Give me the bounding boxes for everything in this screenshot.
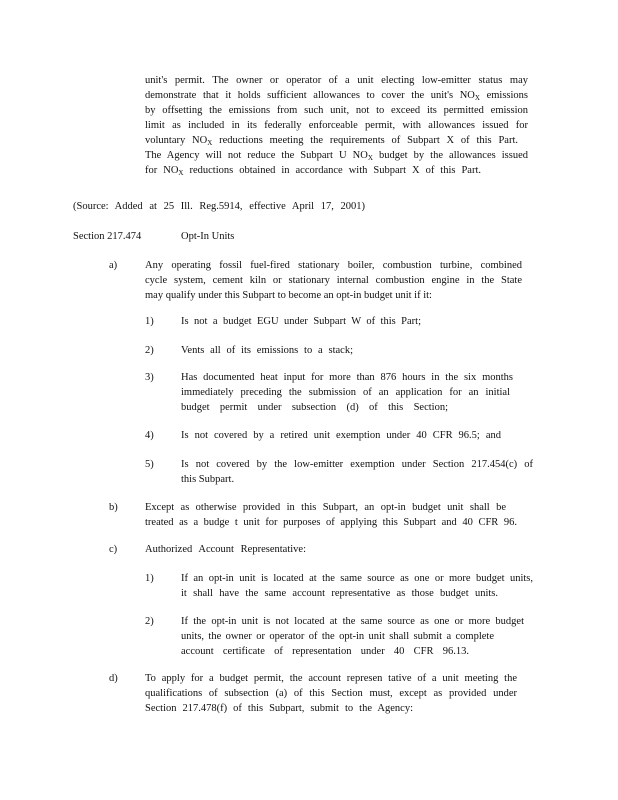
subsection-d-text: To apply for a budget permit, the account represen tative of a unit meeting the qualifications of subsection (a) of this Section must, except as provided under Section 217.478(f) of this Subpart, submit to the Agency: (145, 673, 517, 714)
item-a5-text: Is not covered by the low-emitter exemption under Section 217.454(c) of this Subpart. (181, 459, 533, 485)
item-c2-label: 2) (145, 616, 154, 627)
subsection-b-label: b) (109, 502, 118, 513)
subsection-c-label: c) (109, 544, 118, 555)
item-a3-text: Has documented heat input for more than 876 hours in the six months immediately preceding the submission of an application for an initial budget permit under subsection (d) of this Section; (181, 372, 513, 413)
subsection-c-text: Authorized Account Representative: (145, 544, 306, 555)
item-c2-text: If the opt-in unit is not located at the same source as one or more budget units, the owner or operator of the opt-in unit shall submit a complete account certificate of representation under 40 CFR 96.13. (181, 616, 524, 657)
intro-line-4: limit as included in its federally enforceable permit, with allowances issued for (145, 120, 528, 131)
item-a2-text: Vents all of its emissions to a stack; (181, 345, 353, 356)
subsection-b-text: Except as otherwise provided in this Subpart, an opt-in budget unit shall be treated as a budge t unit for purposes of applying this Subpart and 40 CFR 96. (145, 502, 517, 528)
subsection-d-label: d) (109, 673, 118, 684)
intro-line-2: demonstrate that it holds sufficient allowances to cover the unit's $NO_X$ emissions (145, 90, 529, 102)
intro-line-1: unit's permit. The owner or operator of a unit electing low-emitter status may (145, 75, 528, 86)
section-number: Section 217.474 (73, 231, 142, 242)
item-a3-label: 3) (145, 372, 154, 383)
item-a4-label: 4) (145, 430, 154, 441)
item-a2-label: 2) (145, 345, 154, 356)
source-note: (Source: Added at 25 Ill. Reg.5914, effective April 17, 2001) (73, 201, 365, 212)
intro-line-7: for $NO_X$ reductions obtained in accordance with Subpart X of this Part. (145, 165, 482, 177)
item-a4-text: Is not covered by a retired unit exemption under 40 CFR 96.5; and (181, 430, 501, 441)
subsection-a-label: a) (109, 260, 118, 271)
intro-line-5: voluntary $NO_X$ reductions meeting the requirements of Subpart X of this Part. (145, 135, 518, 147)
item-a1-text: Is not a budget EGU under Subpart W of this Part; (181, 316, 421, 327)
intro-line-6: The Agency will not reduce the Subpart U $NO_X$ budget by the allowances issued (145, 150, 528, 162)
item-a1-label: 1) (145, 316, 154, 327)
item-c1-label: 1) (145, 573, 154, 584)
item-a5-label: 5) (145, 459, 154, 470)
intro-line-3: by offsetting the emissions from such unit, not to exceed its permitted emission (145, 105, 528, 116)
intro-paragraph (145, 73, 528, 178)
section-title: Opt-In Units (181, 231, 235, 242)
item-c1-text: If an opt-in unit is located at the same source as one or more budget units, it shall have the same account representative as those budget units. (181, 573, 533, 599)
subsection-a-text: Any operating fossil fuel-fired stationary boiler, combustion turbine, combined cycle system, cement kiln or stationary internal combustion engine in the State may qualify under this Subpart to become an opt-in budget unit if it: (145, 260, 522, 301)
